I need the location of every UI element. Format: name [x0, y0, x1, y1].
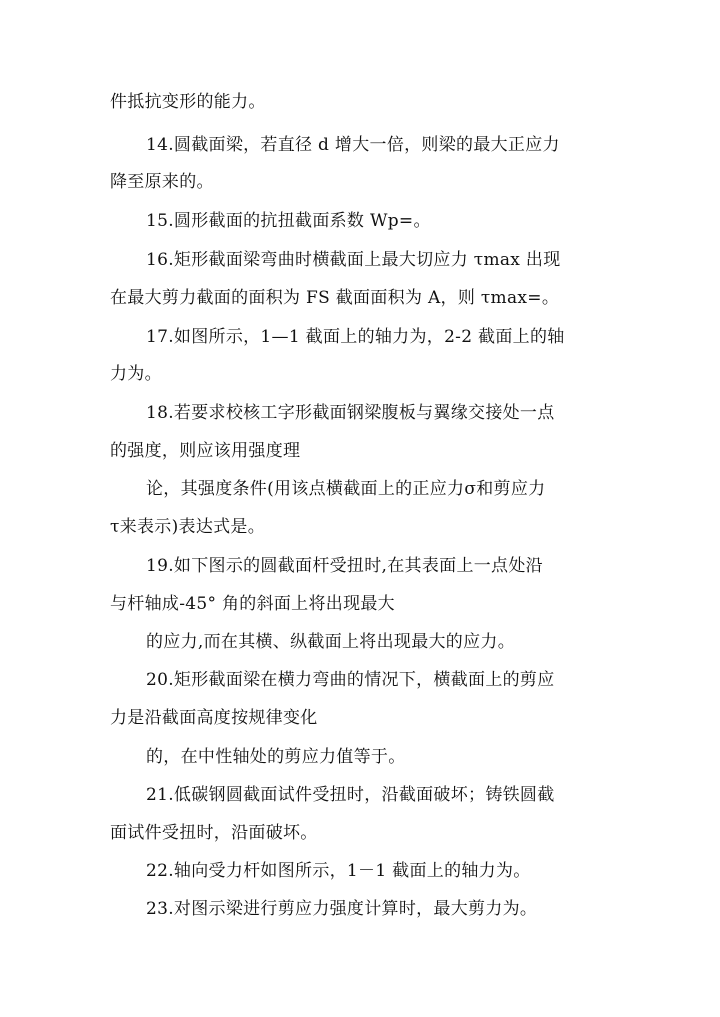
question-18-line-1: 18.若要求校核工字形截面钢梁腹板与翼缘交接处一点: [146, 403, 555, 423]
question-19-line-2: 与杆轴成-45° 角的斜面上将出现最大: [110, 594, 395, 614]
question-20-line-1: 20.矩形截面梁在横力弯曲的情况下，横截面上的剪应: [146, 670, 555, 690]
question-18-line-4: τ来表示)表达式是。: [110, 517, 266, 537]
question-17-line-1: 17.如图所示，1—1 截面上的轴力为，2-2 截面上的轴: [146, 327, 565, 347]
question-23-line: 23.对图示梁进行剪应力强度计算时，最大剪力为。: [146, 899, 538, 919]
question-16-line-2: 在最大剪力截面的面积为 FS 截面面积为 A，则 τmax=。: [110, 288, 560, 308]
question-19-line-1: 19.如下图示的圆截面杆受扭时,在其表面上一点处沿: [146, 556, 543, 576]
question-19-line-3: 的应力,而在其横、纵截面上将出现最大的应力。: [146, 632, 516, 652]
question-21-line-2: 面试件受扭时，沿面破坏。: [110, 823, 318, 843]
question-20-line-3: 的，在中性轴处的剪应力值等于。: [146, 747, 406, 767]
question-17-line-2: 力为。: [110, 364, 162, 384]
question-18-line-2: 的强度，则应该用强度理: [110, 441, 301, 461]
question-14-line-2: 降至原来的。: [110, 172, 214, 192]
question-18-line-3: 论，其强度条件(用该点横截面上的正应力σ和剪应力: [146, 479, 546, 499]
question-16-line-1: 16.矩形截面梁弯曲时横截面上最大切应力 τmax 出现: [146, 250, 561, 270]
question-22-line: 22.轴向受力杆如图所示，1－1 截面上的轴力为。: [146, 861, 531, 881]
text-line: 件抵抗变形的能力。: [110, 92, 266, 112]
question-15-line: 15.圆形截面的抗扭截面系数 Wp=。: [146, 211, 431, 231]
question-14-line-1: 14.圆截面梁，若直径 d 增大一倍，则梁的最大正应力: [146, 135, 560, 155]
question-21-line-1: 21.低碳钢圆截面试件受扭时，沿截面破坏；铸铁圆截: [146, 785, 555, 805]
question-20-line-2: 力是沿截面高度按规律变化: [110, 708, 318, 728]
